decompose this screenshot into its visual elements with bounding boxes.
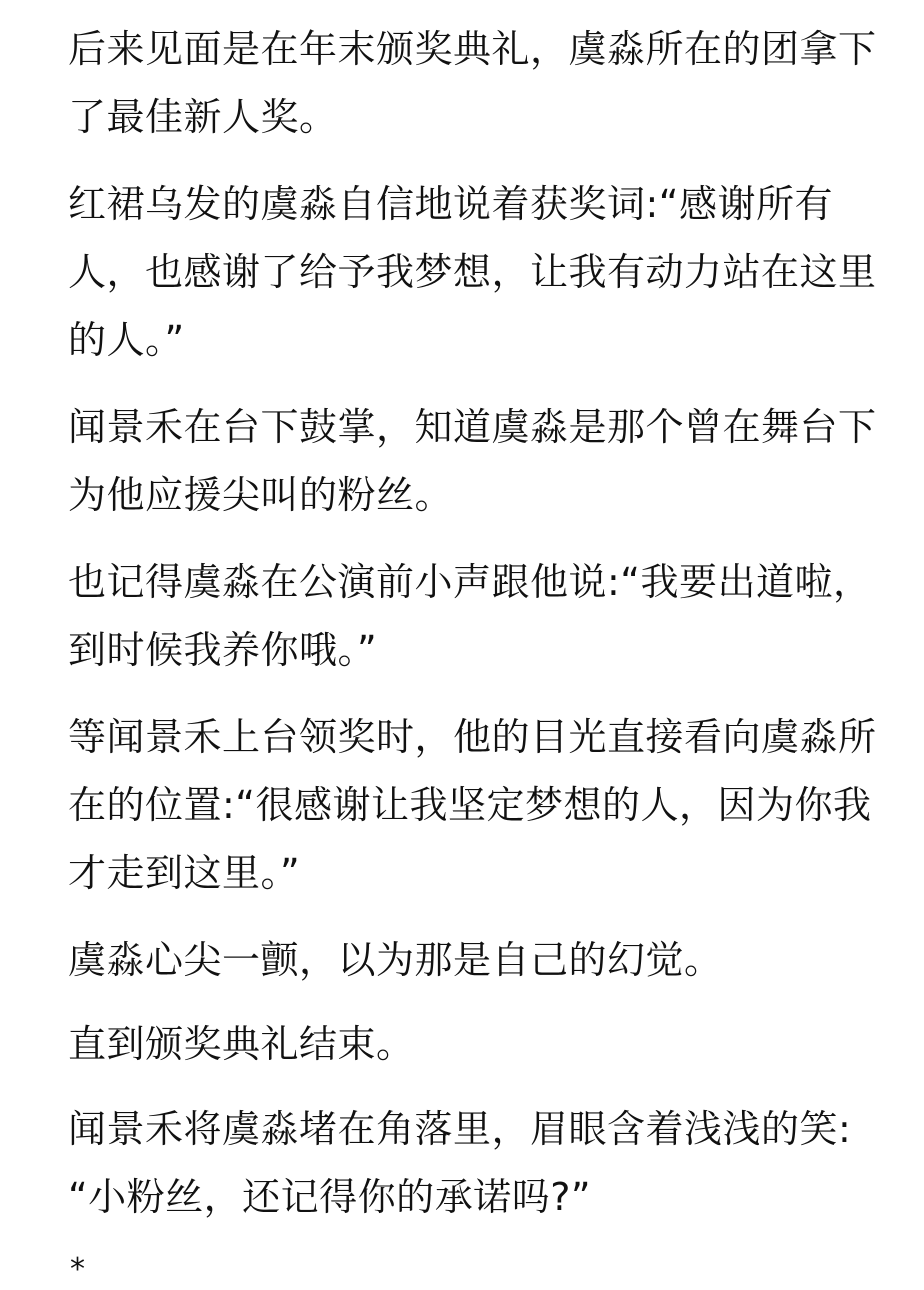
- paragraph-line: 虞淼心尖一颤，以为那是自己的幻觉。: [68, 938, 723, 982]
- paragraph-line: 后来见面是在年末颁奖典礼，虞淼所在的团拿下: [68, 27, 877, 71]
- paragraph-8: [68, 1095, 868, 1231]
- paragraph-line: 红裙乌发的虞淼自信地说着获奖词:“感谢所有: [68, 182, 833, 226]
- paragraph-7: [68, 1010, 868, 1078]
- paragraph-line: 直到颁奖典礼结束。: [68, 1022, 415, 1066]
- paragraph-3: [68, 393, 877, 529]
- paragraph-6: [68, 926, 868, 994]
- paragraph-2: [68, 170, 877, 374]
- paragraph-5: [68, 703, 877, 907]
- paragraph-line: “小粉丝，还记得你的承诺吗?”: [68, 1175, 592, 1219]
- paragraph-1: [68, 15, 877, 151]
- paragraph-line: 的人。”: [68, 318, 185, 362]
- paragraph-line: 到时候我养你哦。”: [68, 628, 378, 672]
- paragraph-line: 闻景禾在台下鼓掌，知道虞淼是那个曾在舞台下: [68, 405, 877, 449]
- paragraph-line: 才走到这里。”: [68, 851, 301, 895]
- paragraph-line: 也记得虞淼在公演前小声跟他说:“我要出道啦，: [68, 560, 872, 604]
- paragraph-line: 为他应援尖叫的粉丝。: [68, 473, 454, 517]
- paragraph-line: 在的位置:“很感谢让我坚定梦想的人，因为你我: [68, 783, 872, 827]
- paragraph-4: [68, 548, 872, 684]
- paragraph-line: 闻景禾将虞淼堵在角落里，眉眼含着浅浅的笑:: [68, 1107, 852, 1151]
- paragraph-line: 人，也感谢了给予我梦想，让我有动力站在这里: [68, 250, 877, 294]
- paragraph-line: 了最佳新人奖。: [68, 95, 338, 139]
- paragraph-line: 等闻景禾上台领奖时，他的目光直接看向虞淼所: [68, 715, 877, 759]
- section-separator: *: [70, 1252, 85, 1287]
